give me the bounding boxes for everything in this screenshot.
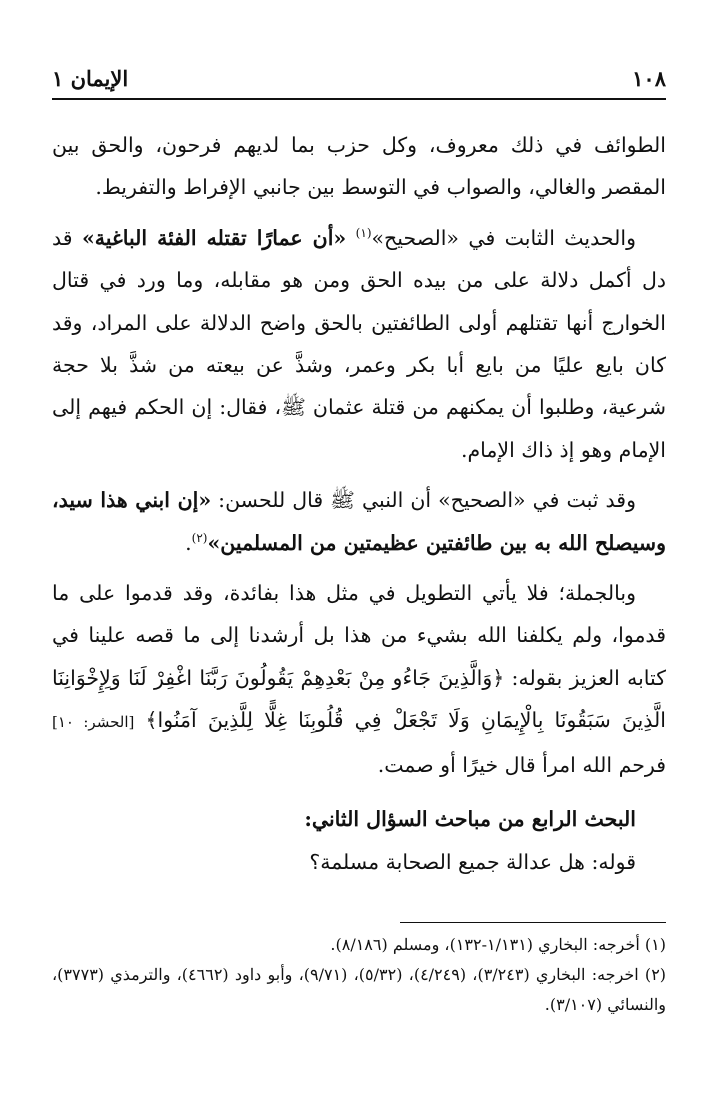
p4-end: فرحم الله امرأ قال خيرًا أو صمت.	[377, 752, 666, 777]
paragraph-1: الطوائف في ذلك معروف، وكل حزب بما لديهم فرحون، والحق بين المقصر والغالي، والصواب في التوسط بين جانبي الإفراط والتفريط.	[52, 133, 666, 200]
footnotes	[52, 930, 666, 1020]
header-rule	[52, 98, 666, 100]
question-text: قوله: هل عدالة جميع الصحابة مسلمة؟	[309, 849, 636, 874]
footnote-ref-2[interactable]: (٢)	[191, 530, 208, 545]
page-number: ١٠٨	[632, 65, 666, 91]
p4-lead: وبالجملة؛ فلا يأتي التطويل في مثل هذا بفائدة، وقد قدموا على ما قدموا، ولم يكلفنا الله بشيء من هذا بل أرشدنا إلى ما قصه علينا في كتابه العزيز بقوله:	[52, 581, 667, 690]
quran-verse: ﴿وَالَّذِينَ جَاءُو مِنْ بَعْدِهِمْ يَقُولُونَ رَبَّنَا اغْفِرْ لَنَا وَلِإِخْوَانِنَا الَّذِينَ سَبَقُونَا بِالْإِيمَانِ وَلَا تَجْعَلْ فِي قُلُوبِنَا غِلًّا لِلَّذِينَ آمَنُوا﴾	[52, 665, 666, 733]
footnote-1: (١) أخرجه: البخاري (١/١٣١-١٣٢)، ومسلم (٨/١٨٦).	[330, 935, 666, 954]
footnote-ref-1[interactable]: (١)	[355, 225, 372, 240]
paragraph-3	[52, 479, 666, 564]
p2-hadith: «أن عمارًا تقتله الفئة الباغية»	[81, 225, 347, 250]
p2-lead: والحديث الثابت في «الصحيح»	[371, 225, 636, 250]
verse-reference: [الحشر: ١٠]	[52, 713, 135, 732]
main-text	[52, 124, 666, 883]
paragraph-4	[52, 572, 666, 786]
section-heading: البحث الرابع من مباحث السؤال الثاني:	[304, 807, 636, 832]
p3-end: .	[185, 530, 192, 555]
footnote-2: (٢) اخرجه: البخاري (٣/٢٤٣)، (٤/٢٤٩)، (٥/٣٢)، (٩/٧١)، وأبو داود (٤٦٦٢)، والترمذي (٣٧٧٣)، والنسائي (٣/١٠٧).	[52, 965, 667, 1014]
p3-lead: وقد ثبت في «الصحيح» أن النبي ﷺ قال للحسن:	[218, 488, 636, 513]
p2-rest: قد دل أكمل دلالة على من بيده الحق ومن هو مقابله، وما ورد في قتال الخوارج أنها تقتلهم أولى الطائفتين بالحق واضح الدلالة على المراد، وقد كان بايع عليًا من بايع أبا بكر وعمر، وشذَّ عن بيعته من شذَّ بلا حجة شرعية، وطلبوا أن يمكنهم من قتلة عثمان ﷺ، فقال: إن الحكم فيهم إلى الإمام وهو إذ ذاك الإمام.	[52, 225, 666, 462]
footnote-rule	[400, 922, 666, 923]
p3-hadith: «إن ابني هذا سيد، وسيصلح الله به بين طائفتين عظيمتين من المسلمين»	[52, 488, 666, 555]
page-header	[52, 62, 666, 94]
paragraph-2	[52, 217, 666, 471]
running-title: الإيمان ١	[52, 65, 129, 91]
